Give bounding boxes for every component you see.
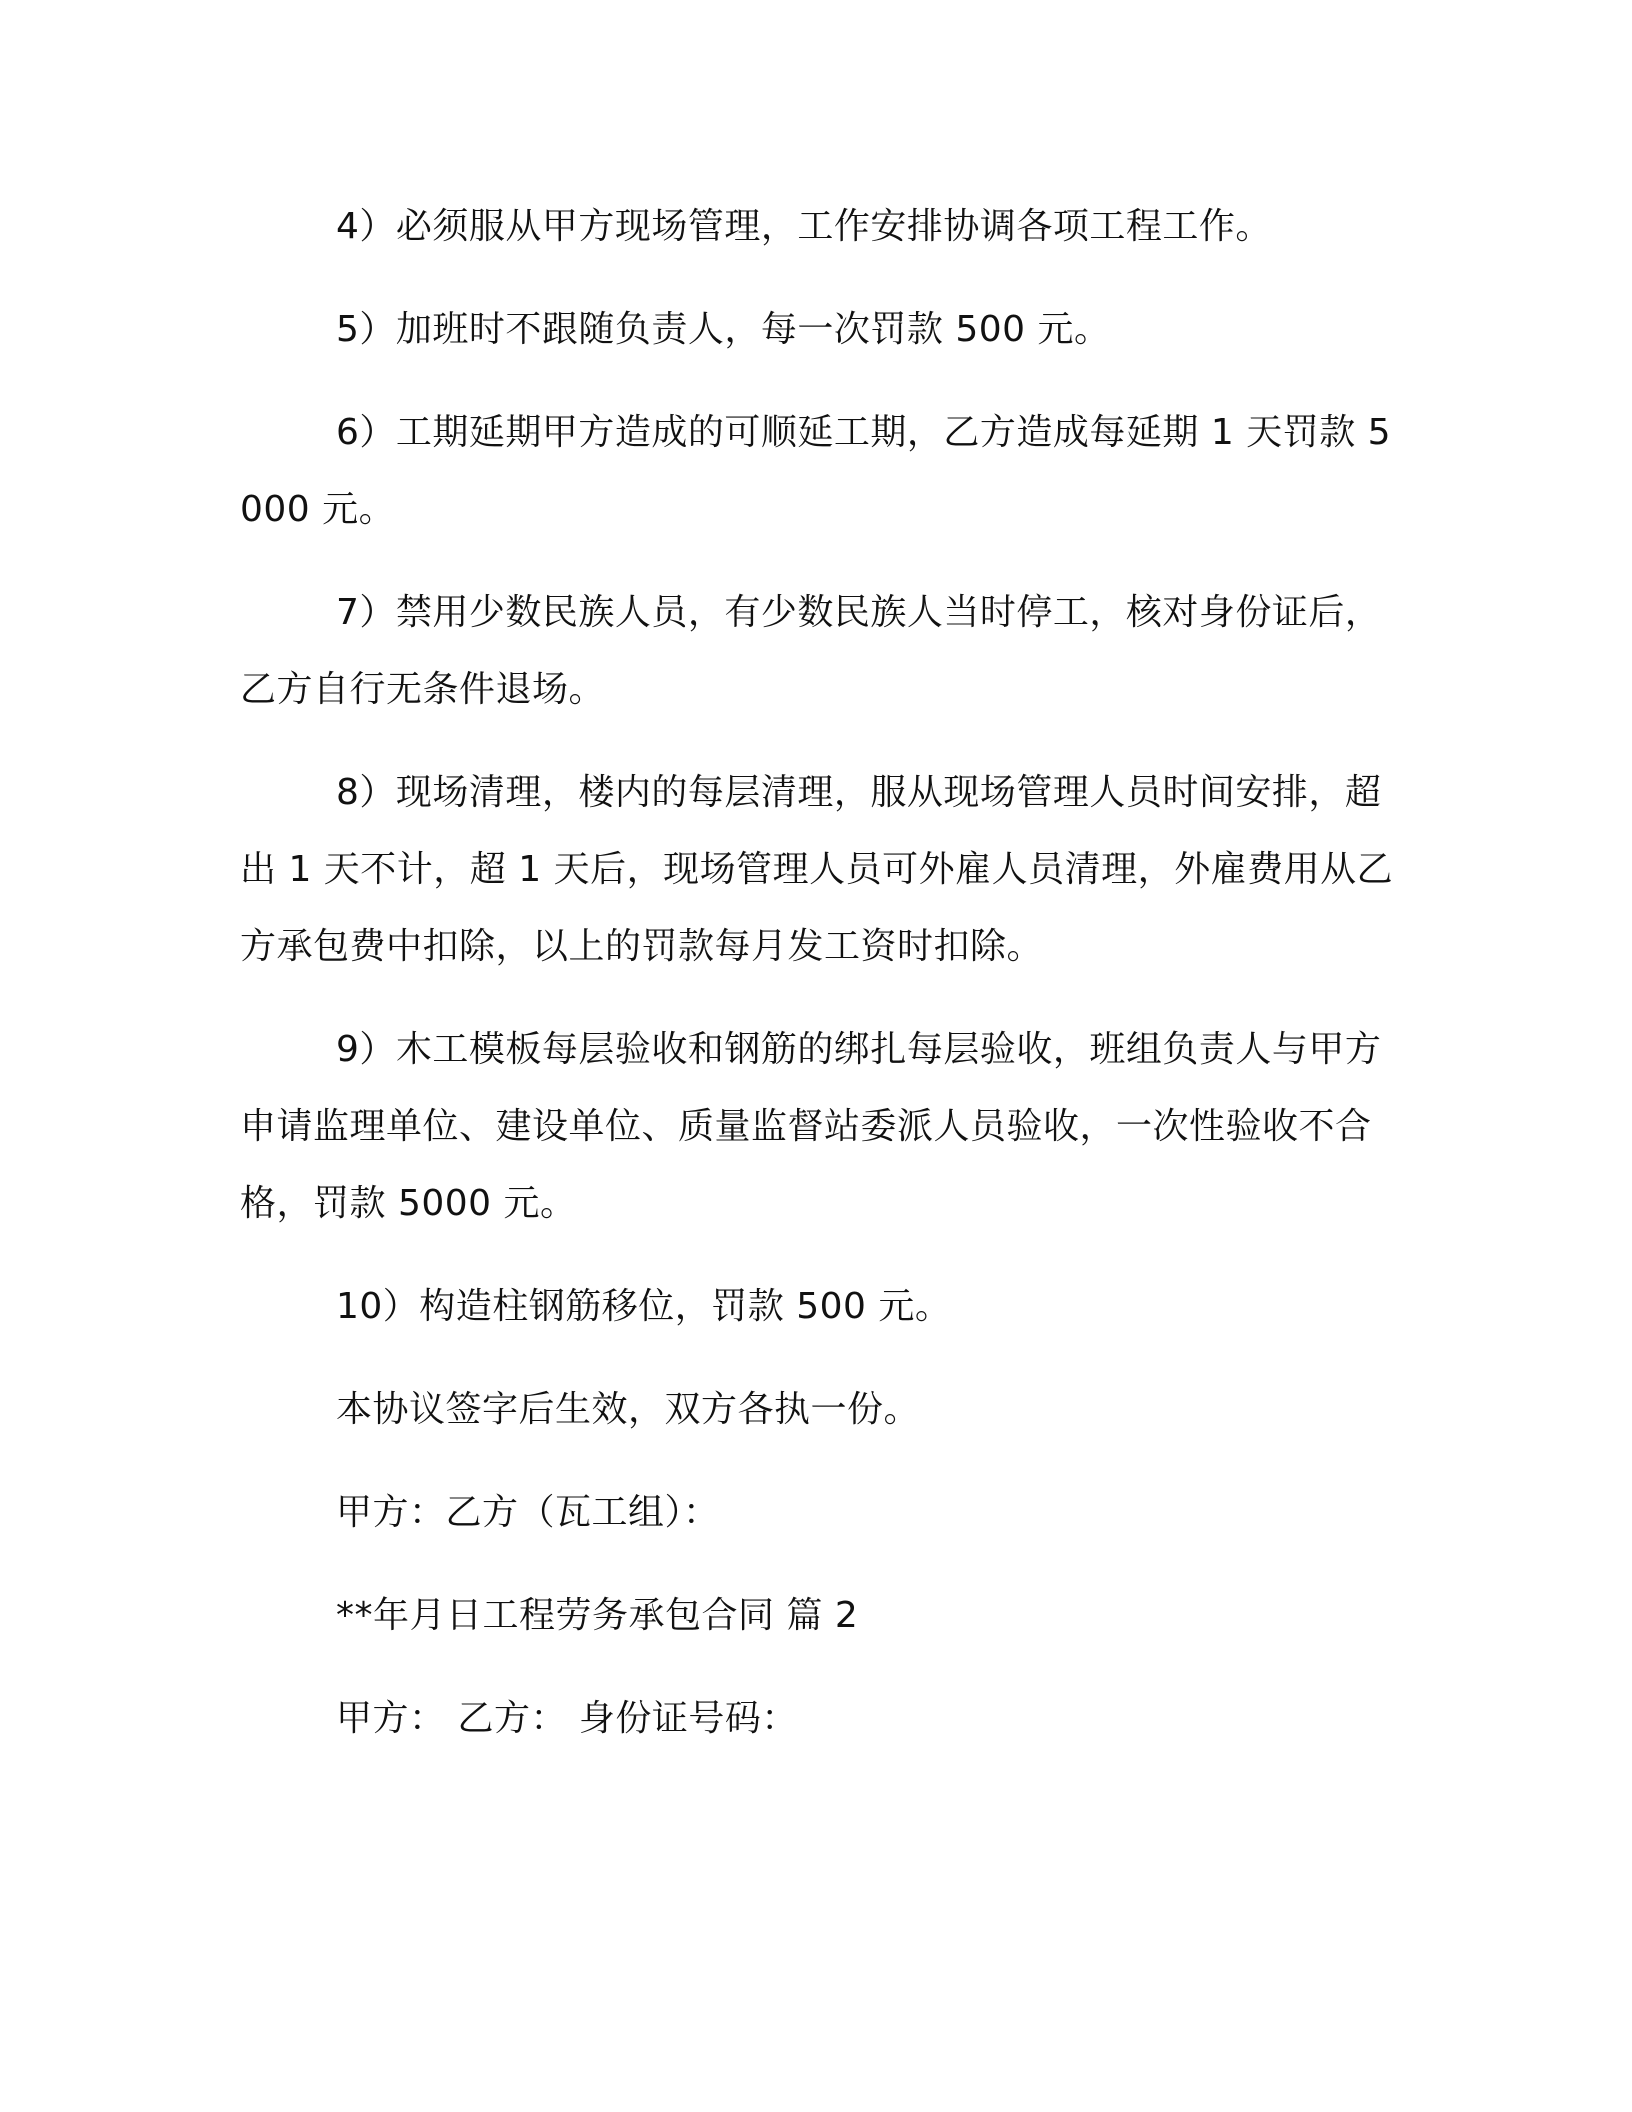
- document-body: [240, 188, 1400, 1757]
- clause-9: 9）木工模板每层验收和钢筋的绑扎每层验收，班组负责人与甲方申请监理单位、建设单位、质量监督站委派人员验收，一次性验收不合格，罚款 5000 元。: [240, 1029, 1382, 1224]
- clause-6: 6）工期延期甲方造成的可顺延工期，乙方造成每延期 1 天罚款 5000 元。: [240, 412, 1392, 530]
- signature-line-parties: 甲方：乙方（瓦工组）：: [336, 1492, 720, 1533]
- clause-4: 4）必须服从甲方现场管理，工作安排协调各项工程工作。: [336, 206, 1272, 247]
- clause-10: 10）构造柱钢筋移位，罚款 500 元。: [336, 1286, 952, 1327]
- clause-8: 8）现场清理，楼内的每层清理，服从现场管理人员时间安排，超出 1 天不计，超 1 天后，现场管理人员可外雇人员清理，外雇费用从乙方承包费中扣除，以上的罚款每月发工资时扣除。: [240, 772, 1394, 967]
- clause-7: 7）禁用少数民族人员，有少数民族人当时停工，核对身份证后，乙方自行无条件退场。: [240, 592, 1382, 710]
- clause-5: 5）加班时不跟随负责人，每一次罚款 500 元。: [336, 309, 1111, 350]
- party-info-line: 甲方： 乙方： 身份证号码：: [336, 1698, 798, 1739]
- contract-heading-part-2: **年月日工程劳务承包合同 篇 2: [336, 1595, 859, 1636]
- effectivity-statement: 本协议签字后生效，双方各执一份。: [336, 1389, 921, 1430]
